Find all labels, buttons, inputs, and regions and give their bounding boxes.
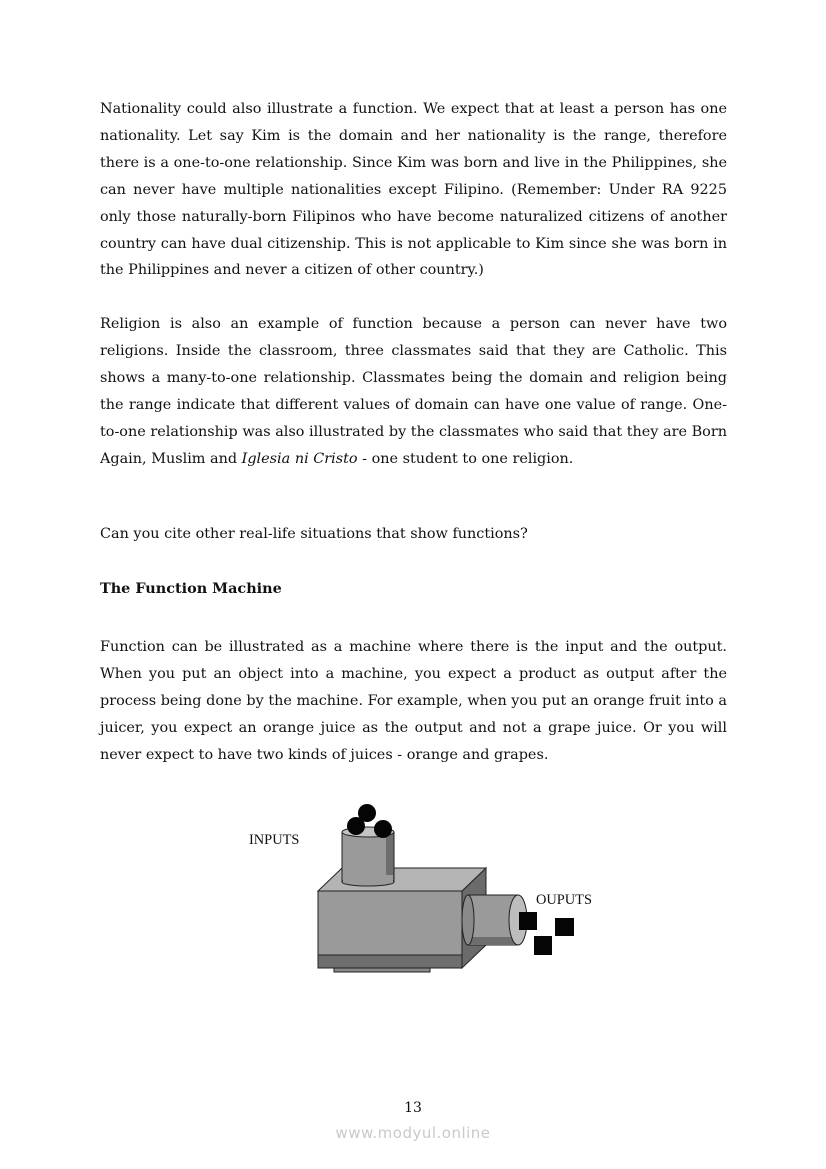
section-heading: The Function Machine xyxy=(100,580,282,597)
paragraph-religion xyxy=(100,311,727,472)
juicer-machine-illustration xyxy=(300,795,590,980)
religion-text: Religion is also an example of function because a person can never have two religions. Inside the classroom, three classmates said that they are Catholic. This shows a many-to-one relationship. Classmates being the domain and religion being the range indicate that different values of domain can have one value of range. One-to-one relationship was also illustrated by the classmates who said that they are Born Again, Muslim and xyxy=(100,316,727,467)
religion-text-end: - one student to one religion. xyxy=(357,450,574,467)
output-juice-2 xyxy=(555,918,574,936)
output-cylinder-shade xyxy=(468,937,518,945)
input-fruit-2 xyxy=(347,817,365,835)
outputs-label: OUPUTS xyxy=(536,892,592,908)
paragraph-nationality: Nationality could also illustrate a function. We expect that at least a person has one nationality. Let say Kim is the domain and her nationality is the range, therefore there is a one-to-one relationship. Since Kim was born and live in the Philippines, she can never have multiple nationalities except Filipino. (Remember: Under RA 9225 only those naturally-born Filipinos who have become naturalized citizens of another country can have dual citizenship. This is not applicable to Kim since she was born in the Philippines and never a citizen of other country.) xyxy=(100,101,727,279)
input-cylinder-shade xyxy=(386,832,394,882)
watermark: www.modyul.online xyxy=(335,1124,491,1142)
paragraph-function-machine: Function can be illustrated as a machine where there is the input and the output. When you put an object into a machine, you expect a product as output after the process being done by the machine. For example, when you put an orange fruit into a juicer, you expect an orange juice as the output and not a grape juice. Or you will never expect to have two kinds of juices - orange and grapes. xyxy=(100,639,727,763)
religion-italic-text: Iglesia ni Cristo xyxy=(241,450,358,467)
inputs-label: INPUTS xyxy=(249,832,300,848)
input-cylinder-bottom-fill xyxy=(343,875,393,882)
output-juice-3 xyxy=(534,936,552,955)
input-fruit-3 xyxy=(374,820,392,838)
output-juice-1 xyxy=(519,912,537,930)
page-number: 13 xyxy=(404,1100,422,1116)
machine-box-front-shadow xyxy=(318,955,462,968)
question-text: Can you cite other real-life situations that show functions? xyxy=(100,526,528,542)
output-cylinder-back xyxy=(462,895,474,945)
